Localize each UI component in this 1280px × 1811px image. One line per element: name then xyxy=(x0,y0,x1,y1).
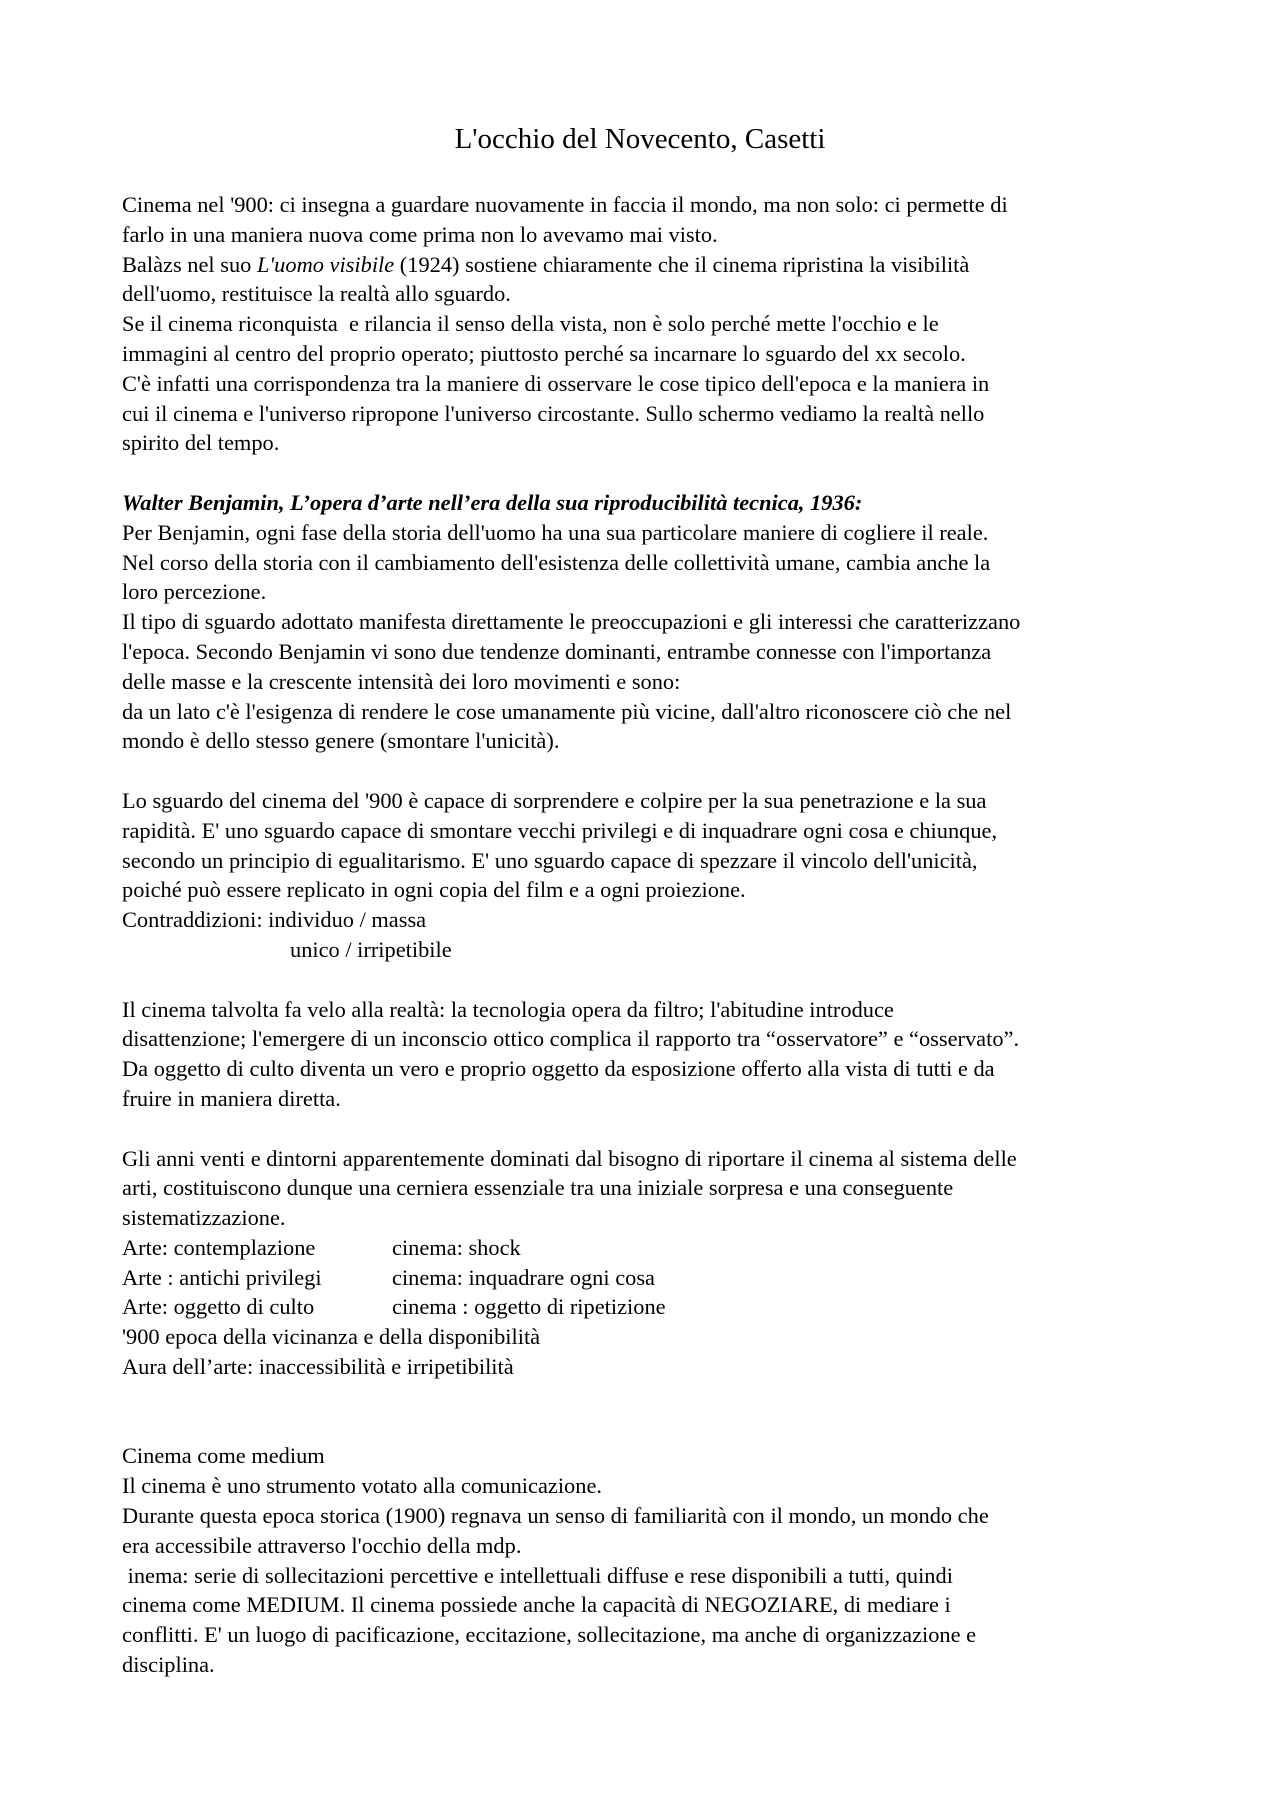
blank-line xyxy=(122,756,1182,786)
text-line: secondo un principio di egualitarismo. E' uno sguardo capace di spezzare il vincolo dell'unicità, xyxy=(122,847,978,873)
blank-line xyxy=(122,1114,1182,1144)
blank-line xyxy=(122,1382,1182,1412)
comparison-cinema: cinema : oggetto di ripetizione xyxy=(392,1294,666,1320)
text-line: Durante questa epoca storica (1900) regnava un senso di familiarità con il mondo, un mondo che xyxy=(122,1503,989,1529)
text-line: cui il cinema e l'universo ripropone l'universo circostante. Sullo schermo vediamo la realtà nello xyxy=(122,400,985,426)
paragraph-benjamin xyxy=(122,488,1182,756)
text-line: Lo sguardo del cinema del '900 è capace di sorprendere e colpire per la sua penetrazione e la sua xyxy=(122,787,987,813)
document-body xyxy=(122,190,1182,1680)
text-line: farlo in una maniera nuova come prima non lo avevamo mai visto. xyxy=(122,221,718,247)
comparison-cinema: cinema: inquadrare ogni cosa xyxy=(392,1264,655,1290)
text-line: cinema come MEDIUM. Il cinema possiede anche la capacità di NEGOZIARE, di mediare i xyxy=(122,1592,951,1618)
text-line: delle masse e la crescente intensità dei loro movimenti e sono: xyxy=(122,668,681,694)
comparison-cinema: cinema: shock xyxy=(392,1234,521,1260)
text-line: Il tipo di sguardo adottato manifesta direttamente le preoccupazioni e gli interessi che caratterizzano xyxy=(122,609,1021,635)
comparison-art: Arte: contemplazione xyxy=(122,1234,316,1260)
paragraph-medium xyxy=(122,1441,1182,1679)
blank-line xyxy=(122,1412,1182,1442)
document-title: L'occhio del Novecento, Casetti xyxy=(454,123,826,155)
text-line: conflitti. E' un luogo di pacificazione, eccitazione, sollecitazione, ma anche di organizzazione e xyxy=(122,1622,977,1648)
text-line: '900 epoca della vicinanza e della disponibilità xyxy=(122,1324,541,1350)
text-line: spirito del tempo. xyxy=(122,430,280,456)
text-line: era accessibile attraverso l'occhio della mdp. xyxy=(122,1532,522,1558)
comparison-row xyxy=(122,1292,1182,1322)
text-line: Da oggetto di culto diventa un vero e proprio oggetto da esposizione offerto alla vista di tutti e da xyxy=(122,1056,995,1082)
text-line: Cinema come medium xyxy=(122,1443,325,1469)
section-heading: Walter Benjamin, L’opera d’arte nell’era della sua riproducibilità tecnica, 1936: xyxy=(122,489,863,515)
paragraph-anni-venti xyxy=(122,1144,1182,1382)
paragraph-intro xyxy=(122,190,1182,458)
text-line: sistematizzazione. xyxy=(122,1205,286,1231)
blank-line xyxy=(122,458,1182,488)
text-line: dell'uomo, restituisce la realtà allo sguardo. xyxy=(122,281,511,307)
text-line: disattenzione; l'emergere di un inconscio ottico complica il rapporto tra “osservatore” e “osservato”. xyxy=(122,1026,1020,1052)
comparison-row xyxy=(122,1263,1182,1293)
text-line: C'è infatti una corrispondenza tra la maniere di osservare le cose tipico dell'epoca e la maniera in xyxy=(122,370,990,396)
text-line: Il cinema è uno strumento votato alla comunicazione. xyxy=(122,1473,602,1499)
text-line: poiché può essere replicato in ogni copia del film e a ogni proiezione. xyxy=(122,877,746,903)
book-title-italic: L'uomo visibile xyxy=(256,251,395,277)
text-line: Per Benjamin, ogni fase della storia dell'uomo ha una sua particolare maniere di cogliere il reale. xyxy=(122,519,989,545)
text-line: Contraddizioni: individuo / massa xyxy=(122,907,427,933)
text-line: loro percezione. xyxy=(122,579,267,605)
comparison-art: Arte: oggetto di culto xyxy=(122,1294,315,1320)
text-line: Gli anni venti e dintorni apparentemente dominati dal bisogno di riportare il cinema al sistema delle xyxy=(122,1145,1017,1171)
text-line: Il cinema talvolta fa velo alla realtà: la tecnologia opera da filtro; l'abitudine introduce xyxy=(122,996,894,1022)
text-line: immagini al centro del proprio operato; piuttosto perché sa incarnare lo sguardo del xx secolo. xyxy=(122,340,966,366)
text-line: da un lato c'è l'esigenza di rendere le cose umanamente più vicine, dall'altro riconoscere ciò che nel xyxy=(122,698,1012,724)
comparison-art: Arte : antichi privilegi xyxy=(122,1264,322,1290)
paragraph-sguardo xyxy=(122,786,1182,965)
blank-line xyxy=(122,965,1182,995)
text-line: Se il cinema riconquista e rilancia il senso della vista, non è solo perché mette l'occhio e le xyxy=(122,311,939,337)
text-line: fruire in maniera diretta. xyxy=(122,1085,341,1111)
paragraph-velo xyxy=(122,995,1182,1114)
text-line-indented: unico / irripetibile xyxy=(290,936,452,962)
text-line-mixed xyxy=(122,250,1182,280)
text-line: inema: serie di sollecitazioni percettive e intellettuali diffuse e rese disponibili a tutti, quindi xyxy=(122,1562,953,1588)
text-run: Balàzs nel suo xyxy=(122,251,257,277)
text-line: Aura dell’arte: inaccessibilità e irripetibilità xyxy=(122,1354,514,1380)
text-line: disciplina. xyxy=(122,1652,215,1678)
text-run: (1924) sostiene chiaramente che il cinema ripristina la visibilità xyxy=(394,251,970,277)
text-line: Cinema nel '900: ci insegna a guardare nuovamente in faccia il mondo, ma non solo: ci permette di xyxy=(122,192,1008,217)
comparison-row xyxy=(122,1233,1182,1263)
text-line: Nel corso della storia con il cambiamento dell'esistenza delle collettività umane, cambia anche la xyxy=(122,549,991,575)
text-line: rapidità. E' uno sguardo capace di smontare vecchi privilegi e di inquadrare ogni cosa e chiunque, xyxy=(122,817,998,843)
text-line: l'epoca. Secondo Benjamin vi sono due tendenze dominanti, entrambe connesse con l'importanza xyxy=(122,638,992,664)
text-line: mondo è dello stesso genere (smontare l'unicità). xyxy=(122,728,560,754)
text-line: arti, costituiscono dunque una cerniera essenziale tra una iniziale sorpresa e una conseguente xyxy=(122,1175,954,1201)
